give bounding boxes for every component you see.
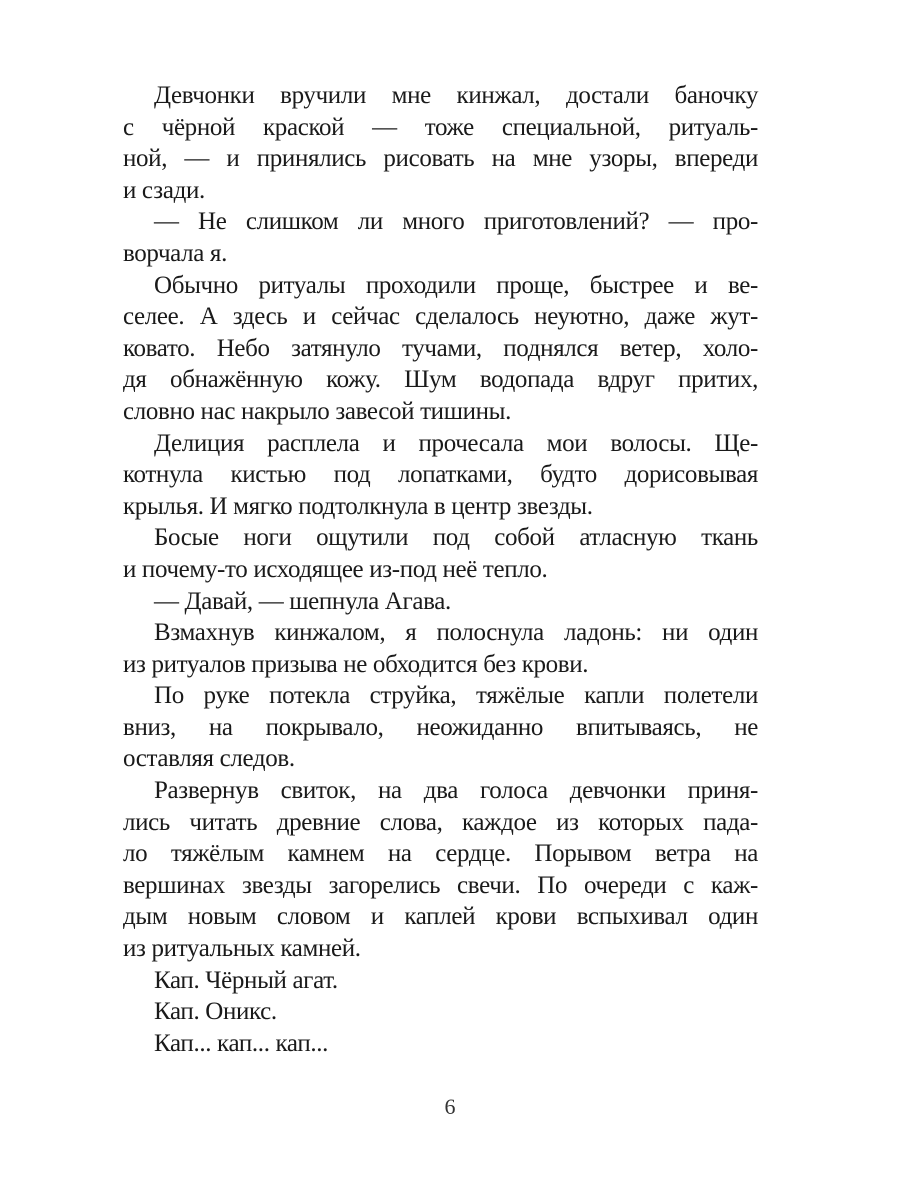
text-line: дым новым словом и каплей крови вспыхивал один: [123, 903, 758, 931]
text-line: Обычно ритуалы проходили проще, быстрее и ве-: [154, 271, 758, 299]
page-number: 6: [444, 1094, 456, 1119]
text-line: Кап... кап... кап...: [154, 1029, 329, 1057]
text-line: Девчонки вручили мне кинжал, достали баночку: [154, 82, 758, 109]
text-line: Взмахнув кинжалом, я полоснула ладонь: ни один: [154, 619, 758, 647]
text-line: дя обнажённую кожу. Шум водопада вдруг притих,: [123, 366, 758, 394]
text-line: Развернув свиток, на два голоса девчонки приня-: [154, 777, 758, 805]
text-line: котнула кистью под лопатками, будто дорисовывая: [123, 461, 758, 489]
text-line: ворчала я.: [123, 239, 227, 267]
text-line: и почему-то исходящее из-под неё тепло.: [123, 555, 548, 583]
text-line: из ритуалов призыва не обходится без крови.: [123, 650, 589, 678]
text-line: из ритуальных камней.: [123, 935, 361, 963]
text-line: По руке потекла струйка, тяжёлые капли полетели: [154, 682, 758, 710]
text-line: Босые ноги ощутили под собой атласную ткань: [154, 524, 758, 552]
text-line: лись читать древние слова, каждое из которых пада-: [123, 808, 758, 836]
text-line: словно нас накрыло завесой тишины.: [123, 397, 512, 425]
text-line: вершинах звезды загорелись свечи. По очереди с каж-: [123, 871, 758, 899]
text-line: ковато. Небо затянуло тучами, поднялся ветер, холо-: [123, 334, 758, 362]
text-line: Кап. Оникс.: [154, 998, 277, 1026]
text-line: вниз, на покрывало, неожиданно впитываясь, не: [123, 713, 758, 741]
text-line: с чёрной краской — тоже специальной, ритуаль-: [123, 113, 758, 141]
text-line: — Давай, — шепнула Агава.: [154, 587, 451, 615]
text-line: и сзади.: [123, 176, 205, 204]
text-line: ло тяжёлым камнем на сердце. Порывом ветра на: [123, 840, 758, 868]
text-line: — Не слишком ли много приготовлений? — про-: [154, 208, 758, 236]
book-page-text: [123, 80, 758, 1059]
text-line: Кап. Чёрный агат.: [154, 966, 338, 994]
text-line: крылья. И мягко подтолкнула в центр звезды.: [123, 492, 593, 520]
text-line: Делиция расплела и прочесала мои волосы. Ще-: [154, 429, 758, 457]
text-line: ной, — и принялись рисовать на мне узоры, впереди: [123, 145, 758, 173]
text-line: селее. А здесь и сейчас сделалось неуютно, даже жут-: [123, 303, 758, 331]
text-line: оставляя следов.: [123, 745, 295, 773]
